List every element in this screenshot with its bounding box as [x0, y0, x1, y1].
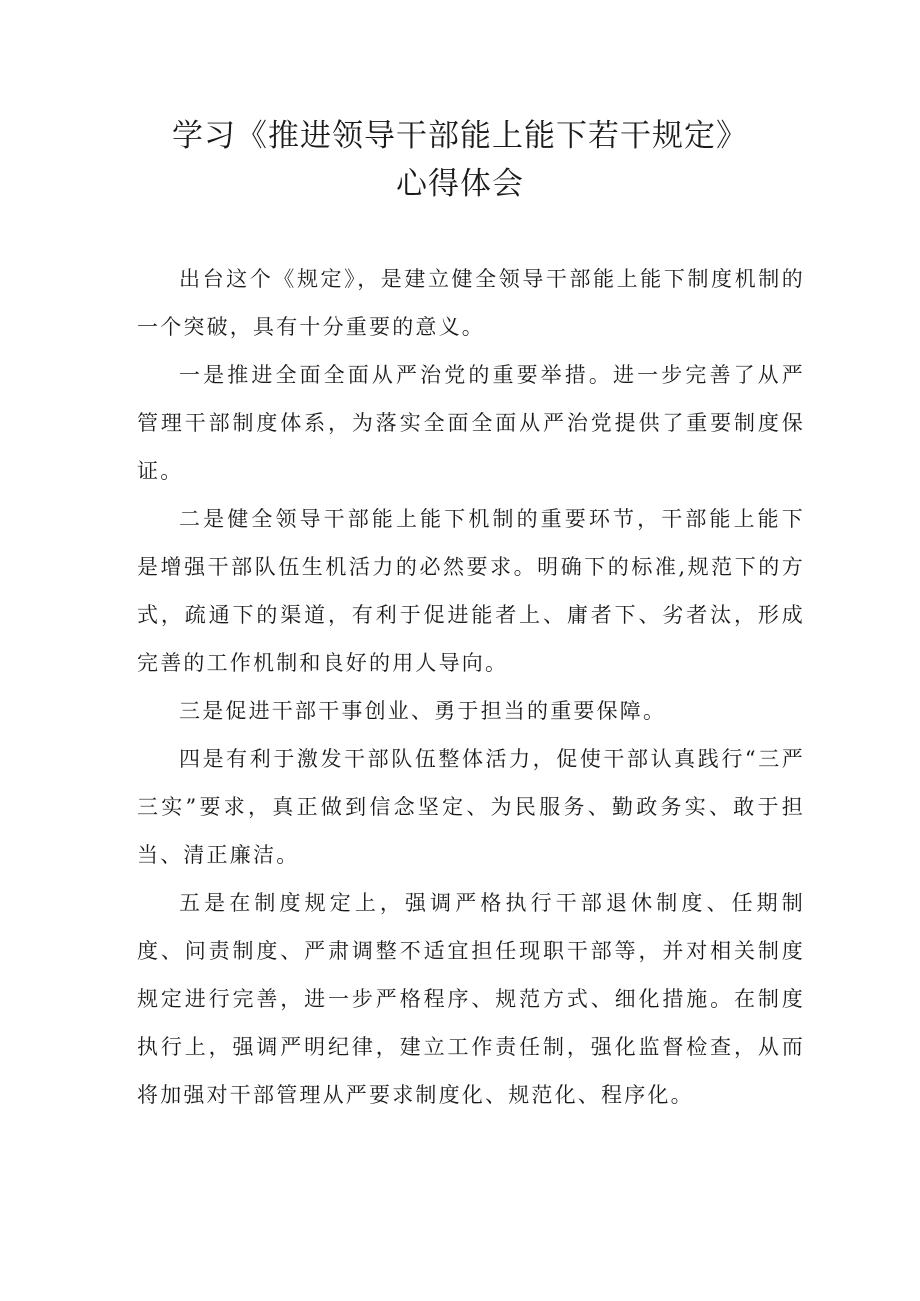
paragraph-intro: 出台这个《规定》，是建立健全领导干部能上能下制度机制的一个突破，具有十分重要的意义。 — [137, 267, 805, 339]
paragraph-point-2: 二是健全领导干部能上能下机制的重要环节，干部能上能下是增强干部队伍生机活力的必然要求。明确下的标准,规范下的方式，疏通下的渠道，有利于促进能者上、庸者下、劣者汰，形成完善的工作机制和良好的用人导向。 — [137, 507, 805, 675]
paragraph-point-4: 四是有利于激发干部队伍整体活力，促使干部认真践行“三严三实”要求，真正做到信念坚定、为民服务、勤政务实、敢于担当、清正廉洁。 — [137, 747, 805, 867]
document-body — [137, 255, 805, 1119]
paragraph-point-5: 五是在制度规定上，强调严格执行干部退休制度、任期制度、问责制度、严肃调整不适宜担任现职干部等，并对相关制度规定进行完善，进一步严格程序、规范方式、细化措施。在制度执行上，强调严明纪律，建立工作责任制，强化监督检查，从而将加强对干部管理从严要求制度化、规范化、程序化。 — [137, 891, 805, 1107]
paragraph-point-3: 三是促进干部干事创业、勇于担当的重要保障。 — [179, 699, 667, 723]
paragraph-point-1: 一是推进全面全面从严治党的重要举措。进一步完善了从严管理干部制度体系，为落实全面全面从严治党提供了重要制度保证。 — [137, 363, 805, 483]
document-title-line-1: 学习《推进领导干部能上能下若干规定》 — [172, 118, 748, 154]
document-title-line-2: 心得体会 — [396, 166, 524, 202]
